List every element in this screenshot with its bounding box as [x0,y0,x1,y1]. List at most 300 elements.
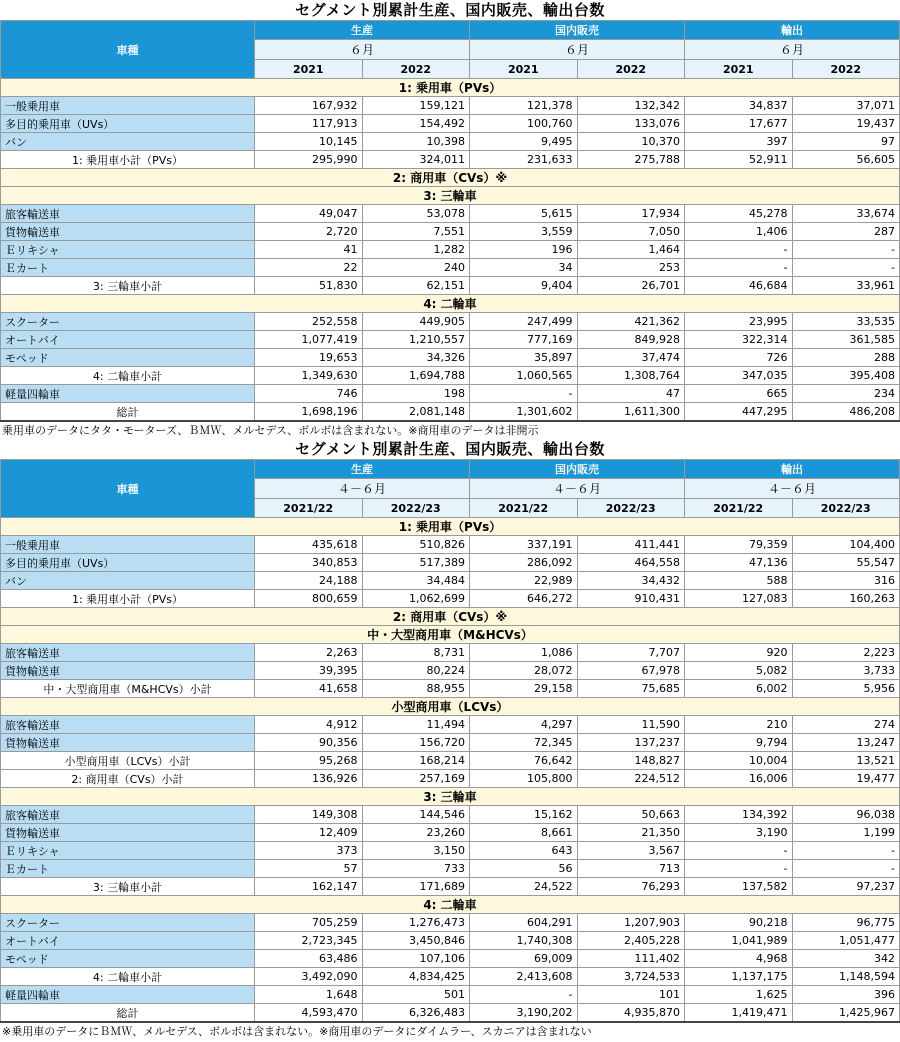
cell-value: 45,278 [685,205,793,223]
row-label: 1: 乗用車小計（PVs） [1,590,255,608]
cell-value: 411,441 [577,536,685,554]
row-label: 一般乗用車 [1,536,255,554]
cell-value: 2,720 [255,223,363,241]
cell-value: 7,050 [577,223,685,241]
cell-value: 1,077,419 [255,331,363,349]
row-label: 貨物輸送車 [1,662,255,680]
cell-value: 132,342 [577,97,685,115]
cell-value: 1,276,473 [362,914,470,932]
cell-value: 8,731 [362,644,470,662]
group-header: 生産 [255,21,470,40]
group-header: 輸出 [685,21,900,40]
cell-value: 7,551 [362,223,470,241]
cell-value: 80,224 [362,662,470,680]
cell-value: 62,151 [362,277,470,295]
cell-value: 3,733 [792,662,900,680]
cell-value: 705,259 [255,914,363,932]
cell-value: 90,356 [255,734,363,752]
car-type-header: 車種 [1,460,255,518]
table-row [1,572,900,590]
table-row [1,554,900,572]
cell-value: 101 [577,986,685,1004]
cell-value: 10,004 [685,752,793,770]
section-heading-row [1,626,900,644]
cell-value: - [470,385,578,403]
cell-value: 1,207,903 [577,914,685,932]
cell-value: 646,272 [470,590,578,608]
cell-value: 100,760 [470,115,578,133]
cell-value: 517,389 [362,554,470,572]
cell-value: 713 [577,860,685,878]
row-label: 貨物輸送車 [1,734,255,752]
cell-value: 447,295 [685,403,793,422]
section-heading-row [1,79,900,97]
table-block [0,439,900,1040]
cell-value: 604,291 [470,914,578,932]
row-label: オートバイ [1,932,255,950]
row-label: 多目的乗用車（UVs） [1,554,255,572]
cell-value: 1,698,196 [255,403,363,422]
section-heading: 3: 三輪車 [1,788,900,806]
cell-value: 5,615 [470,205,578,223]
cell-value: 2,723,345 [255,932,363,950]
cell-value: 2,413,608 [470,968,578,986]
section-heading-row [1,896,900,914]
year-header: 2022 [577,60,685,79]
table-row [1,205,900,223]
cell-value: 16,006 [685,770,793,788]
footnote: 乗用車のデータにタタ・モーターズ、ＢＭＷ、メルセデス、ボルボは含まれない。※商用車のデータは非開示 [2,424,539,437]
cell-value: 33,961 [792,277,900,295]
period-header: ６月 [685,40,900,60]
cell-value: 95,268 [255,752,363,770]
cell-value: 10,145 [255,133,363,151]
cell-value: 253 [577,259,685,277]
table-row [1,734,900,752]
table-title: セグメント別累計生産、国内販売、輸出台数 [295,440,605,458]
cell-value: 12,409 [255,824,363,842]
cell-value: 1,349,630 [255,367,363,385]
year-header: 2021/22 [255,499,363,518]
row-label: Ｅカート [1,259,255,277]
cell-value: 96,038 [792,806,900,824]
cell-value: 21,350 [577,824,685,842]
section-heading: 4: 二輪車 [1,896,900,914]
row-label: 3: 三輪車小計 [1,878,255,896]
cell-value: 6,002 [685,680,793,698]
cell-value: 196 [470,241,578,259]
cell-value: 97,237 [792,878,900,896]
header-row-groups [1,460,900,479]
table-row [1,644,900,662]
cell-value: 11,494 [362,716,470,734]
cell-value: 286,092 [470,554,578,572]
section-heading: 1: 乗用車（PVs） [1,518,900,536]
cell-value: 79,359 [685,536,793,554]
row-label: バン [1,133,255,151]
cell-value: 510,826 [362,536,470,554]
cell-value: 75,685 [577,680,685,698]
cell-value: 1,694,788 [362,367,470,385]
cell-value: 337,191 [470,536,578,554]
cell-value: 324,011 [362,151,470,169]
table-row [1,259,900,277]
row-label: 貨物輸送車 [1,824,255,842]
cell-value: 2,263 [255,644,363,662]
row-label: 中・大型商用車（M&HCVs）小計 [1,680,255,698]
year-header: 2022/23 [792,499,900,518]
cell-value: 96,775 [792,914,900,932]
table-row [1,115,900,133]
cell-value: 67,978 [577,662,685,680]
cell-value: 23,995 [685,313,793,331]
cell-value: 1,301,602 [470,403,578,422]
cell-value: 107,106 [362,950,470,968]
cell-value: 421,362 [577,313,685,331]
table-row [1,313,900,331]
cell-value: 234 [792,385,900,403]
table-row [1,860,900,878]
cell-value: 9,794 [685,734,793,752]
cell-value: 17,677 [685,115,793,133]
row-label: 軽量四輪車 [1,385,255,403]
cell-value: 22 [255,259,363,277]
cell-value: 149,308 [255,806,363,824]
group-header: 生産 [255,460,470,479]
cell-value: 39,395 [255,662,363,680]
cell-value: 1,137,175 [685,968,793,986]
row-label: 2: 商用車（CVs）小計 [1,770,255,788]
cell-value: 2,081,148 [362,403,470,422]
cell-value: 72,345 [470,734,578,752]
table-row [1,662,900,680]
table-row [1,97,900,115]
cell-value: 3,559 [470,223,578,241]
section-heading-row [1,169,900,187]
cell-value: 486,208 [792,403,900,422]
cell-value: 19,477 [792,770,900,788]
row-label: 旅客輸送車 [1,716,255,734]
cell-value: 168,214 [362,752,470,770]
cell-value: 800,659 [255,590,363,608]
cell-value: 198 [362,385,470,403]
row-label: 一般乗用車 [1,97,255,115]
table-title: セグメント別累計生産、国内販売、輸出台数 [295,1,605,19]
row-label: 1: 乗用車小計（PVs） [1,151,255,169]
cell-value: 111,402 [577,950,685,968]
subtotal-row [1,680,900,698]
cell-value: 7,707 [577,644,685,662]
group-header: 国内販売 [470,460,685,479]
cell-value: 231,633 [470,151,578,169]
cell-value: 733 [362,860,470,878]
cell-value: 316 [792,572,900,590]
cell-value: 50,663 [577,806,685,824]
cell-value: 588 [685,572,793,590]
cell-value: 1,611,300 [577,403,685,422]
subtotal-row [1,878,900,896]
cell-value: 287 [792,223,900,241]
cell-value: 340,853 [255,554,363,572]
cell-value: 154,492 [362,115,470,133]
cell-value: 47,136 [685,554,793,572]
cell-value: 2,405,228 [577,932,685,950]
cell-value: 6,326,483 [362,1004,470,1023]
grand-total-row [1,403,900,422]
cell-value: 133,076 [577,115,685,133]
cell-value: - [685,241,793,259]
cell-value: 10,398 [362,133,470,151]
cell-value: 910,431 [577,590,685,608]
table-row [1,349,900,367]
cell-value: 247,499 [470,313,578,331]
table-row [1,806,900,824]
cell-value: 4,297 [470,716,578,734]
cell-value: - [792,241,900,259]
section-heading-row [1,788,900,806]
cell-value: 3,150 [362,842,470,860]
cell-value: 52,911 [685,151,793,169]
grand-total-row [1,1004,900,1023]
cell-value: 4,593,470 [255,1004,363,1023]
subtotal-row [1,752,900,770]
period-header: ６月 [255,40,470,60]
cell-value: 69,009 [470,950,578,968]
cell-value: 4,912 [255,716,363,734]
cell-value: 1,308,764 [577,367,685,385]
cell-value: 10,370 [577,133,685,151]
cell-value: 22,989 [470,572,578,590]
cell-value: 159,121 [362,97,470,115]
cell-value: 24,522 [470,878,578,896]
cell-value: 56,605 [792,151,900,169]
cell-value: 41 [255,241,363,259]
cell-value: 252,558 [255,313,363,331]
cell-value: 162,147 [255,878,363,896]
section-heading-row [1,187,900,205]
cell-value: 148,827 [577,752,685,770]
cell-value: 746 [255,385,363,403]
cell-value: 240 [362,259,470,277]
cell-value: 396 [792,986,900,1004]
cell-value: 224,512 [577,770,685,788]
row-label: 軽量四輪車 [1,986,255,1004]
cell-value: 288 [792,349,900,367]
row-label: 貨物輸送車 [1,223,255,241]
cell-value: 34,432 [577,572,685,590]
cell-value: 137,582 [685,878,793,896]
section-heading-row [1,518,900,536]
table-block [0,0,900,439]
group-header: 輸出 [685,460,900,479]
table-row [1,914,900,932]
table-row [1,716,900,734]
table-row [1,385,900,403]
section-heading: 4: 二輪車 [1,295,900,313]
cell-value: 24,188 [255,572,363,590]
row-label: 小型商用車（LCVs）小計 [1,752,255,770]
cell-value: 171,689 [362,878,470,896]
cell-value: 11,590 [577,716,685,734]
cell-value: - [792,259,900,277]
cell-value: 121,378 [470,97,578,115]
table-row [1,223,900,241]
cell-value: 23,260 [362,824,470,842]
cell-value: 1,051,477 [792,932,900,950]
cell-value: - [685,842,793,860]
row-label: モペッド [1,349,255,367]
cell-value: 47 [577,385,685,403]
cell-value: 63,486 [255,950,363,968]
cell-value: 1,406 [685,223,793,241]
row-label: Ｅリキシャ [1,241,255,259]
section-heading: 1: 乗用車（PVs） [1,79,900,97]
year-header: 2022 [362,60,470,79]
cell-value: 49,047 [255,205,363,223]
year-header: 2021/22 [470,499,578,518]
cell-value: 13,247 [792,734,900,752]
section-heading: 小型商用車（LCVs） [1,698,900,716]
data-table [0,459,900,1023]
cell-value: 5,956 [792,680,900,698]
cell-value: 19,653 [255,349,363,367]
cell-value: 4,968 [685,950,793,968]
cell-value: 137,237 [577,734,685,752]
cell-value: 127,083 [685,590,793,608]
cell-value: 35,897 [470,349,578,367]
cell-value: 90,218 [685,914,793,932]
table-row [1,536,900,554]
cell-value: - [685,259,793,277]
cell-value: 88,955 [362,680,470,698]
cell-value: 28,072 [470,662,578,680]
section-heading: 2: 商用車（CVs）※ [1,608,900,626]
table-row [1,986,900,1004]
cell-value: 57 [255,860,363,878]
cell-value: 1,740,308 [470,932,578,950]
cell-value: 665 [685,385,793,403]
cell-value: 8,661 [470,824,578,842]
cell-value: 849,928 [577,331,685,349]
period-header: ６月 [470,40,685,60]
cell-value: 1,648 [255,986,363,1004]
cell-value: 1,086 [470,644,578,662]
cell-value: 1,282 [362,241,470,259]
row-label: 旅客輸送車 [1,205,255,223]
section-heading-row [1,295,900,313]
group-header: 国内販売 [470,21,685,40]
year-header: 2022/23 [577,499,685,518]
cell-value: 342 [792,950,900,968]
cell-value: 56 [470,860,578,878]
cell-value: 347,035 [685,367,793,385]
subtotal-row [1,367,900,385]
cell-value: 275,788 [577,151,685,169]
footnote: ※乗用車のデータにＢＭＷ、メルセデス、ボルボは含まれない。※商用車のデータにダイムラー、スカニアは含まれない [2,1025,592,1038]
cell-value: 295,990 [255,151,363,169]
car-type-header: 車種 [1,21,255,79]
cell-value: 1,425,967 [792,1004,900,1023]
cell-value: 13,521 [792,752,900,770]
cell-value: 29,158 [470,680,578,698]
cell-value: 41,658 [255,680,363,698]
row-label: Ｅカート [1,860,255,878]
cell-value: 210 [685,716,793,734]
cell-value: 9,495 [470,133,578,151]
cell-value: 19,437 [792,115,900,133]
cell-value: 464,558 [577,554,685,572]
cell-value: 3,450,846 [362,932,470,950]
cell-value: 361,585 [792,331,900,349]
period-header: ４－６月 [470,479,685,499]
cell-value: 167,932 [255,97,363,115]
row-label: Ｅリキシャ [1,842,255,860]
subtotal-row [1,151,900,169]
section-heading-row [1,608,900,626]
cell-value: 373 [255,842,363,860]
cell-value: 156,720 [362,734,470,752]
cell-value: 2,223 [792,644,900,662]
cell-value: 34 [470,259,578,277]
cell-value: 97 [792,133,900,151]
table-row [1,133,900,151]
period-header: ４－６月 [685,479,900,499]
row-label: スクーター [1,313,255,331]
row-label: スクーター [1,914,255,932]
cell-value: 1,060,565 [470,367,578,385]
table-row [1,241,900,259]
row-label: 旅客輸送車 [1,806,255,824]
cell-value: 51,830 [255,277,363,295]
year-header: 2022 [792,60,900,79]
cell-value: 55,547 [792,554,900,572]
year-header: 2021 [685,60,793,79]
cell-value: 3,567 [577,842,685,860]
cell-value: 397 [685,133,793,151]
cell-value: 1,625 [685,986,793,1004]
cell-value: 501 [362,986,470,1004]
cell-value: - [792,842,900,860]
cell-value: 4,935,870 [577,1004,685,1023]
row-label: 3: 三輪車小計 [1,277,255,295]
cell-value: 144,546 [362,806,470,824]
cell-value: 777,169 [470,331,578,349]
cell-value: 274 [792,716,900,734]
cell-value: 17,934 [577,205,685,223]
cell-value: 37,071 [792,97,900,115]
data-table [0,20,900,422]
cell-value: 117,913 [255,115,363,133]
cell-value: 1,419,471 [685,1004,793,1023]
cell-value: 435,618 [255,536,363,554]
row-label: バン [1,572,255,590]
cell-value: 136,926 [255,770,363,788]
cell-value: 9,404 [470,277,578,295]
cell-value: 726 [685,349,793,367]
year-header: 2021 [470,60,578,79]
row-label: 総計 [1,403,255,422]
period-header: ４－６月 [255,479,470,499]
cell-value: 3,190,202 [470,1004,578,1023]
cell-value: 33,535 [792,313,900,331]
row-label: 旅客輸送車 [1,644,255,662]
section-heading: 2: 商用車（CVs）※ [1,169,900,187]
cell-value: 4,834,425 [362,968,470,986]
cell-value: 3,724,533 [577,968,685,986]
section-heading: 中・大型商用車（M&HCVs） [1,626,900,644]
cell-value: 449,905 [362,313,470,331]
cell-value: 1,210,557 [362,331,470,349]
